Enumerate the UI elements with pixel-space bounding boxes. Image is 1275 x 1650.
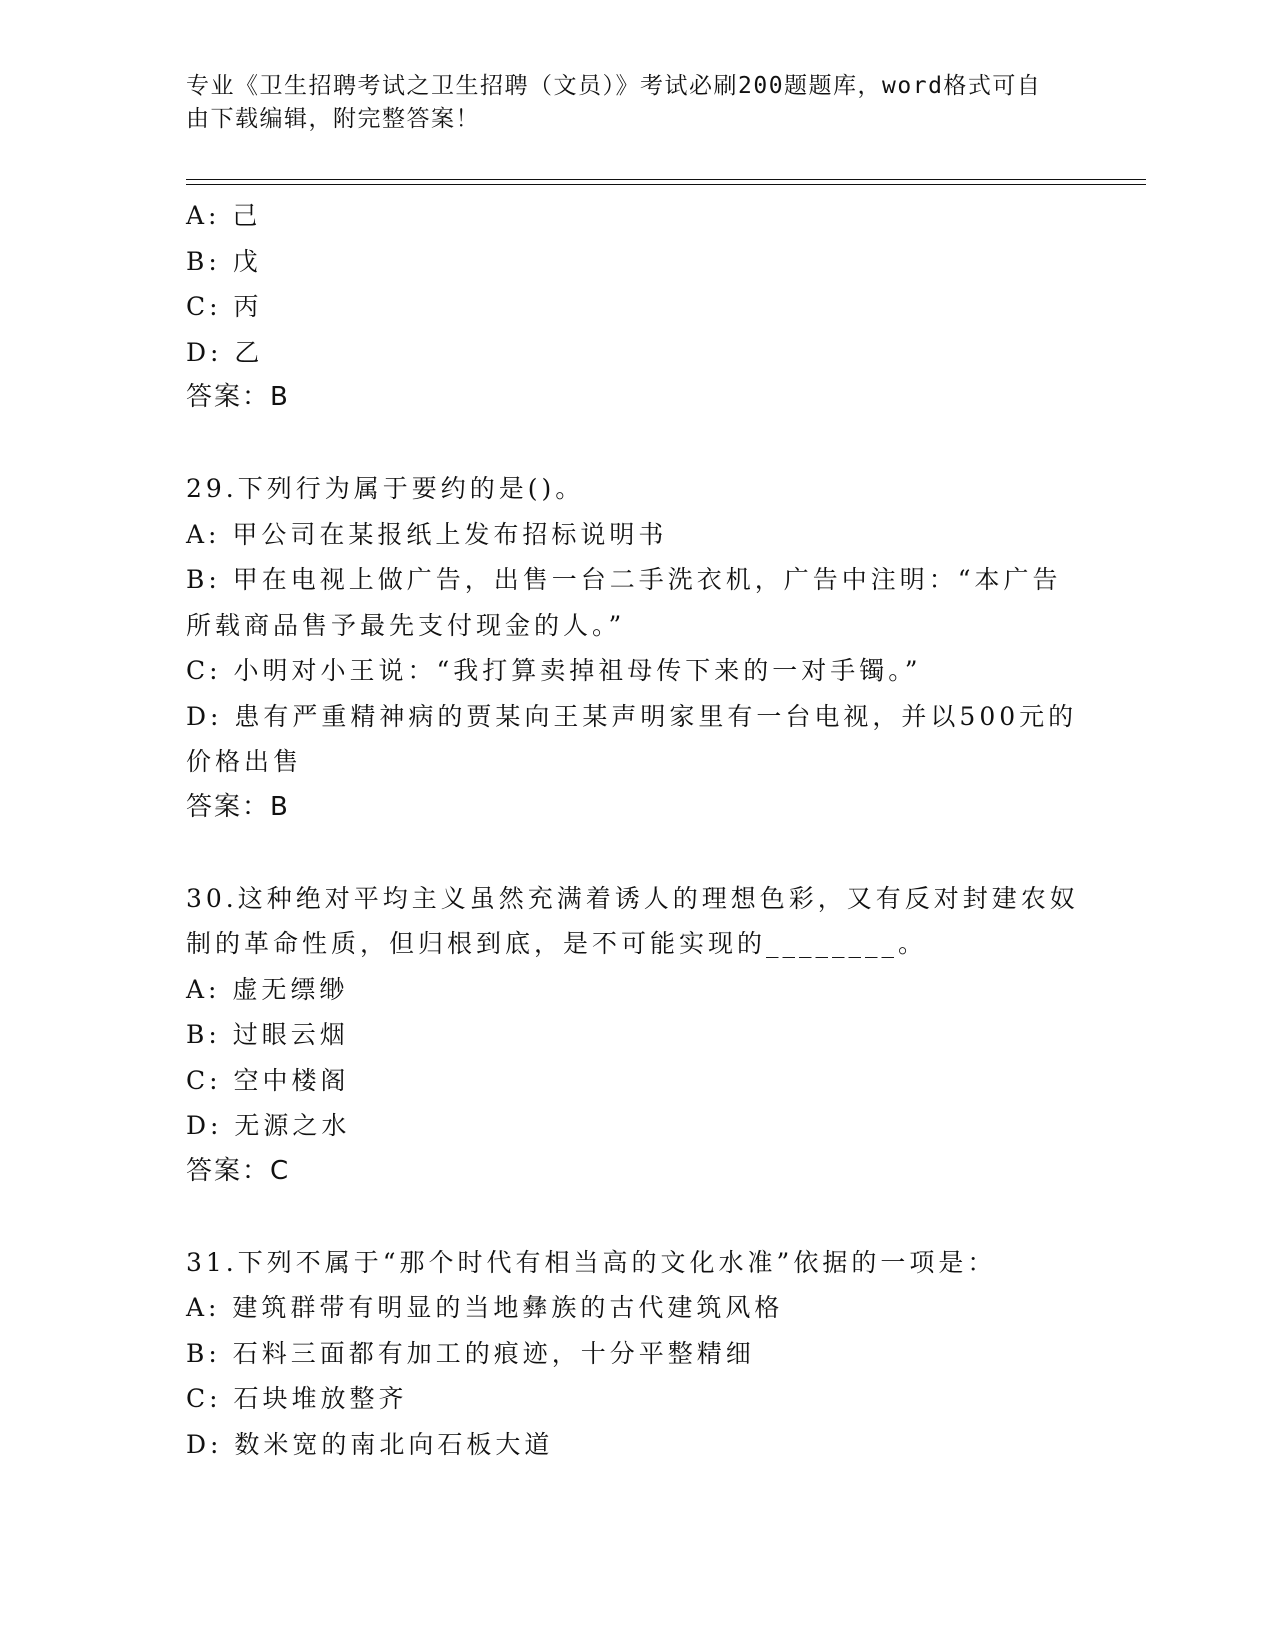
question-stem: 31.下列不属于“那个时代有相当高的文化水准”依据的一项是： — [186, 1247, 997, 1277]
option-d: D: 数米宽的南北向石板大道 — [186, 1429, 554, 1459]
option-a: A: 建筑群带有明显的当地彝族的古代建筑风格 — [186, 1293, 784, 1322]
option-b-line-1: B: 甲在电视上做广告，出售一台二手洗衣机，广告中注明：“本广告 — [186, 565, 1062, 594]
answer: 答案：B — [186, 382, 290, 412]
option-c: C: 小明对小王说：“我打算卖掉祖母传下来的一对手镯。” — [186, 656, 922, 685]
question-stem: 29.下列行为属于要约的是()。 — [186, 474, 585, 503]
option-b: B: 过眼云烟 — [186, 1020, 349, 1049]
option-a: A: 虚无缥缈 — [186, 974, 349, 1004]
header-line-1: 专业《卫生招聘考试之卫生招聘（文员）》考试必刷200题题库，word格式可自 — [186, 73, 1042, 99]
spacer — [186, 830, 1066, 876]
spacer — [186, 1194, 1066, 1240]
question-stem-line-1: 30.这种绝对平均主义虽然充满着诱人的理想色彩，又有反对封建农奴 — [186, 883, 1079, 913]
header-divider-bottom — [186, 184, 1146, 185]
option-a: A: 己 — [186, 201, 262, 230]
option-b: B: 戊 — [186, 246, 262, 276]
answer: 答案：C — [186, 1155, 291, 1186]
option-b: B: 石料三面都有加工的痕迹，十分平整精细 — [186, 1338, 755, 1368]
question-29 — [186, 466, 1078, 830]
option-b-line-2: 所载商品售予最先支付现金的人。” — [186, 610, 626, 640]
option-a: A: 甲公司在某报纸上发布招标说明书 — [186, 519, 668, 549]
option-c: C: 丙 — [186, 292, 263, 321]
question-content — [186, 193, 1079, 1467]
option-d: D: 无源之水 — [186, 1111, 351, 1140]
option-c: C: 空中楼阁 — [186, 1065, 350, 1095]
question-31 — [186, 1240, 1066, 1468]
document-header — [186, 70, 1066, 136]
question-30 — [186, 876, 1079, 1195]
spacer — [186, 421, 1066, 467]
option-c: C: 石块堆放整齐 — [186, 1384, 408, 1413]
question-28 — [186, 193, 1066, 421]
option-d-line-1: D: 患有严重精神病的贾某向王某声明家里有一台电视，并以500元的 — [186, 701, 1078, 731]
header-divider-top — [186, 179, 1146, 180]
answer: 答案：B — [186, 791, 290, 822]
option-d-line-2: 价格出售 — [186, 747, 303, 776]
question-stem-line-2: 制的革命性质，但归根到底，是不可能实现的________。 — [186, 929, 928, 958]
option-d: D: 乙 — [186, 337, 264, 367]
header-line-2: 由下载编辑，附完整答案！ — [186, 106, 480, 132]
